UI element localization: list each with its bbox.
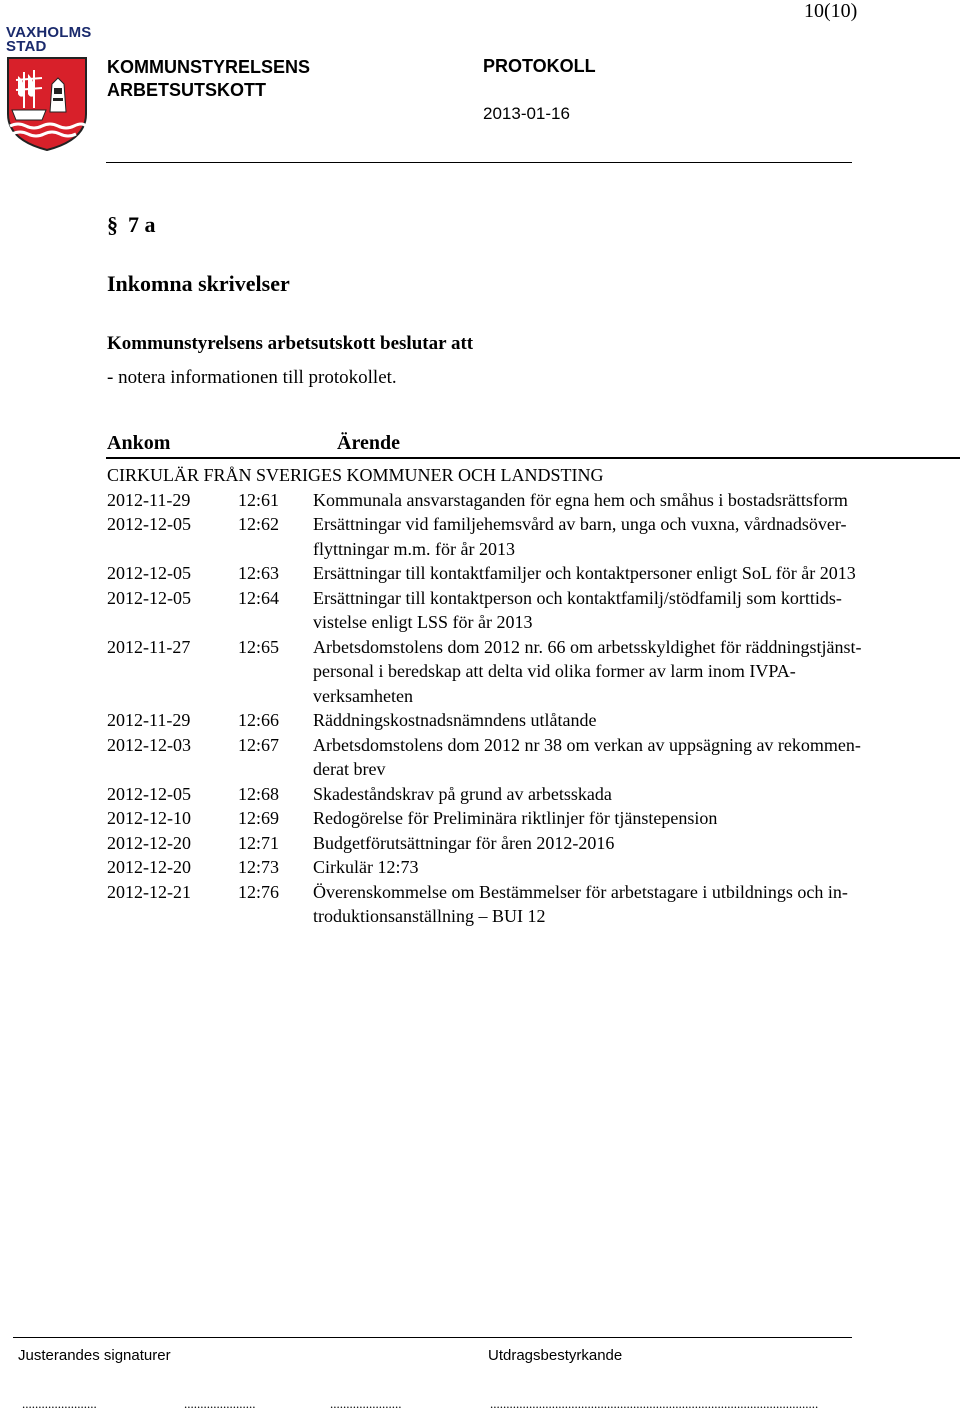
table-row (107, 782, 960, 807)
signature-line-1: ....................... (22, 1396, 97, 1411)
header-divider (106, 162, 852, 163)
table-row (107, 586, 960, 635)
column-header-arende: Ärende (337, 432, 400, 454)
page-title: Inkomna skrivelser (107, 271, 290, 296)
row-subject-line: Redogörelse för Preliminära riktlinjer för tjänstepension (313, 808, 718, 828)
row-date: 2012-12-20 (107, 832, 191, 853)
row-date: 2012-12-05 (107, 563, 191, 583)
row-subject-line: Arbetsdomstolens dom 2012 nr 38 om verkan av uppsägning av rekommen- (313, 734, 861, 755)
coat-of-arms-icon (6, 56, 88, 152)
row-date: 2012-11-29 (107, 489, 191, 510)
row-date: 2012-12-21 (107, 881, 191, 902)
row-circular-number: 12:63 (238, 563, 280, 583)
row-date: 2012-12-05 (107, 587, 191, 608)
row-subject (313, 635, 960, 709)
row-subject-line: personal i beredskap att delta vid olika former av larm inom IVPA- (313, 661, 796, 681)
row-subject-line: troduktionsanställning – BUI 12 (313, 906, 546, 926)
row-subject (313, 561, 960, 586)
row-subject-line: Kommunala ansvarstaganden för egna hem och småhus i bostadsrättsform (313, 489, 848, 510)
signatures-label: Justerandes signaturer (18, 1347, 171, 1364)
incoming-letters-table (107, 463, 960, 929)
row-subject-line: Budgetförutsättningar för åren 2012-2016 (313, 832, 615, 853)
row-subject (313, 831, 960, 856)
row-subject (313, 733, 960, 782)
row-subject-line: Ersättningar vid familjehemsvård av barn, unga och vuxna, vårdnadsöver- (313, 514, 847, 534)
row-subject (313, 488, 960, 513)
row-subject (313, 806, 960, 831)
row-circular-number: 12:64 (238, 587, 280, 608)
decision-heading: Kommunstyrelsens arbetsutskott beslutar att (107, 333, 474, 354)
municipality-logo (6, 26, 90, 152)
extract-certification-label: Utdragsbestyrkande (488, 1347, 623, 1364)
row-circular-number: 12:62 (238, 514, 280, 534)
section-number-text: 7 a (128, 212, 156, 237)
row-subject-line: Ersättningar till kontaktperson och kontaktfamilj/stödfamilj som korttids- (313, 587, 842, 608)
row-circular-number: 12:66 (238, 710, 280, 730)
row-subject (313, 708, 960, 733)
table-row (107, 855, 960, 880)
table-row (107, 488, 960, 513)
logo-text-line2: STAD (6, 38, 47, 55)
section-symbol: § (107, 212, 118, 237)
row-subject-line: derat brev (313, 759, 386, 779)
footer-divider (13, 1337, 852, 1338)
table-row (107, 635, 960, 709)
row-subject-line: vistelse enligt LSS för år 2013 (313, 612, 533, 632)
row-date: 2012-11-27 (107, 636, 191, 657)
table-row (107, 880, 960, 929)
table-row (107, 561, 960, 586)
table-group-heading: CIRKULÄR FRÅN SVERIGES KOMMUNER OCH LANDSTING (107, 465, 604, 485)
row-subject (313, 586, 960, 635)
row-date: 2012-12-03 (107, 734, 191, 755)
row-circular-number: 12:69 (238, 808, 280, 828)
section-number (107, 212, 156, 238)
row-subject (313, 512, 960, 561)
certification-line: ..................................................................................................... (490, 1396, 819, 1411)
row-date: 2012-12-05 (107, 783, 191, 804)
row-date: 2012-12-10 (107, 808, 191, 828)
row-subject-line: verksamheten (313, 685, 413, 706)
table-row (107, 733, 960, 782)
row-circular-number: 12:65 (238, 636, 280, 657)
table-row (107, 806, 960, 831)
document-type: PROTOKOLL (483, 56, 596, 76)
row-circular-number: 12:68 (238, 783, 280, 804)
row-circular-number: 12:71 (238, 832, 280, 853)
row-subject-line: Arbetsdomstolens dom 2012 nr. 66 om arbetsskyldighet för räddningstjänst- (313, 636, 862, 657)
row-circular-number: 12:73 (238, 857, 280, 877)
row-date: 2012-12-20 (107, 857, 191, 877)
row-subject (313, 782, 960, 807)
row-date: 2012-11-29 (107, 710, 191, 730)
row-subject-line: Överenskommelse om Bestämmelser för arbetstagare i utbildnings och in- (313, 881, 848, 902)
row-subject-line: Skadeståndskrav på grund av arbetsskada (313, 783, 612, 804)
column-header-ankom: Ankom (107, 432, 171, 454)
signature-line-3: ...................... (330, 1396, 402, 1411)
table-row (107, 512, 960, 561)
row-subject-line: Ersättningar till kontaktfamiljer och kontaktpersoner enligt SoL för år 2013 (313, 563, 856, 583)
row-subject-line: Räddningskostnadsnämndens utlåtande (313, 710, 597, 730)
table-rows (107, 488, 960, 929)
row-subject-line: Cirkulär 12:73 (313, 857, 419, 877)
row-circular-number: 12:67 (238, 734, 280, 755)
row-circular-number: 12:76 (238, 881, 280, 902)
org-line1: KOMMUNSTYRELSENS (107, 57, 311, 77)
row-subject (313, 855, 960, 880)
row-date: 2012-12-05 (107, 514, 191, 534)
organization-name (107, 56, 310, 102)
org-line2: ARBETSUTSKOTT (107, 80, 266, 100)
page-number: 10(10) (804, 0, 858, 22)
decision-item: - notera informationen till protokollet. (107, 367, 397, 388)
table-header-divider (106, 457, 960, 459)
document-date: 2013-01-16 (483, 104, 570, 123)
signature-line-2: ...................... (184, 1396, 256, 1411)
logo-text-line1: VAXHOLMS (6, 24, 92, 41)
table-row (107, 831, 960, 856)
row-subject-line: flyttningar m.m. för år 2013 (313, 538, 515, 559)
row-subject (313, 880, 960, 929)
table-row (107, 708, 960, 733)
row-circular-number: 12:61 (238, 489, 280, 510)
